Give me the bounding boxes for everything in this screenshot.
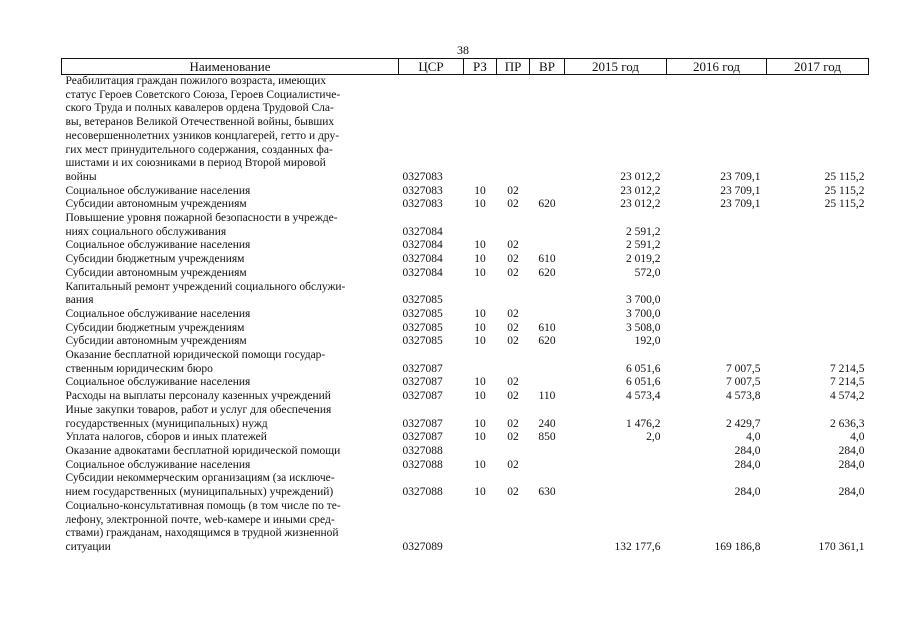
row-vr (530, 75, 565, 185)
row-2015: 23 012,2 (620, 184, 661, 197)
row-name: Субсидии некоммерческим организациям (за исключе- нием государственных (муниципальных) учреждений) (65, 472, 335, 499)
row-2017: 25 115,2 (824, 170, 865, 183)
row-rz: 10 (474, 198, 486, 211)
table-row (62, 322, 869, 336)
row-rz: 10 (474, 307, 486, 320)
row-2016: 4 573,8 (726, 390, 761, 403)
row-name: Социальное обслуживание населения (65, 184, 251, 197)
row-name: Иные закупки товаров, работ и услуг для обеспечения государственных (муниципальных) нужд (65, 403, 332, 430)
row-csr: 0327084 (402, 266, 443, 279)
row-name: Повышение уровня пожарной безопасности в учрежде- ниях социального обслуживания (65, 212, 338, 238)
row-pr (497, 75, 530, 185)
row-2017: 4 574,2 (830, 390, 865, 403)
row-2016: 4,0 (746, 431, 761, 444)
row-2017: 25 115,2 (824, 184, 865, 197)
row-csr: 0327087 (402, 431, 443, 444)
header-name: Наименование (62, 59, 399, 75)
row-name: Субсидии автономным учреждениям (65, 335, 247, 348)
row-2016: 23 709,1 (720, 198, 761, 211)
row-name: Субсидии бюджетным учреждениям (65, 253, 245, 266)
row-vr: 620 (538, 198, 556, 211)
row-pr: 02 (507, 431, 519, 444)
row-2017: 25 115,2 (824, 198, 865, 211)
row-vr: 850 (538, 431, 556, 444)
row-pr (497, 445, 530, 459)
row-name: Расходы на выплаты персоналу казенных учреждений (65, 390, 331, 403)
row-pr: 02 (507, 184, 519, 197)
row-pr (497, 500, 530, 555)
table-row (62, 281, 869, 308)
row-2017: 4,0 (850, 431, 865, 444)
row-pr: 02 (507, 486, 519, 499)
row-2017: 7 214,5 (830, 362, 865, 375)
table-row (62, 404, 869, 431)
row-2017: 284,0 (838, 444, 865, 457)
row-2016: 2 429,7 (726, 417, 761, 430)
header-2016: 2016 год (667, 59, 767, 75)
row-pr: 02 (507, 390, 519, 403)
row-rz: 10 (474, 335, 486, 348)
row-2015: 4 573,4 (626, 390, 661, 403)
row-2017: 284,0 (838, 458, 865, 471)
table-row (62, 75, 869, 185)
table-row (62, 459, 869, 473)
row-pr (497, 349, 530, 376)
row-2016: 7 007,5 (726, 376, 761, 389)
header-pr: ПР (497, 59, 530, 75)
row-pr: 02 (507, 198, 519, 211)
table-row (62, 267, 869, 281)
row-rz (464, 281, 497, 308)
row-csr: 0327085 (402, 307, 443, 320)
header-rz: РЗ (464, 59, 497, 75)
row-name: Субсидии бюджетным учреждениям (65, 321, 245, 334)
table-row (62, 335, 869, 349)
row-2017 (767, 253, 869, 267)
row-2015 (565, 445, 667, 459)
row-csr: 0327085 (402, 321, 443, 334)
row-2017: 170 361,1 (818, 540, 865, 553)
row-name: Субсидии автономным учреждениям (65, 198, 247, 211)
row-vr (530, 349, 565, 376)
row-2015: 2 019,2 (626, 253, 661, 266)
row-2017 (767, 308, 869, 322)
row-name: Социальное обслуживание населения (65, 458, 251, 471)
row-csr: 0327087 (402, 362, 443, 375)
row-rz: 10 (474, 417, 486, 430)
row-csr: 0327083 (402, 184, 443, 197)
table-row (62, 390, 869, 404)
row-pr: 02 (507, 307, 519, 320)
row-csr: 0327087 (402, 417, 443, 430)
row-csr: 0327087 (402, 376, 443, 389)
table-row (62, 431, 869, 445)
row-vr (530, 212, 565, 239)
row-2015: 6 051,6 (626, 362, 661, 375)
row-name: Социальное обслуживание населения (65, 239, 251, 252)
header-2017: 2017 год (767, 59, 869, 75)
row-2016 (667, 308, 767, 322)
row-rz: 10 (474, 239, 486, 252)
row-2017 (767, 281, 869, 308)
table-header (62, 59, 869, 75)
row-vr: 240 (538, 417, 556, 430)
row-csr: 0327084 (402, 225, 443, 238)
row-rz: 10 (474, 253, 486, 266)
header-2015: 2015 год (565, 59, 667, 75)
row-pr (497, 281, 530, 308)
row-2017 (767, 335, 869, 349)
row-name: Капитальный ремонт учреждений социального обслужи- вания (65, 280, 346, 307)
row-2015: 3 700,0 (626, 307, 661, 320)
row-csr: 0327088 (402, 444, 443, 457)
row-vr: 610 (538, 321, 556, 334)
row-pr (497, 212, 530, 239)
row-csr: 0327085 (402, 294, 443, 307)
row-csr: 0327083 (402, 170, 443, 183)
row-vr (530, 376, 565, 390)
row-2015: 2 591,2 (626, 225, 661, 238)
row-name: Субсидии автономным учреждениям (65, 266, 247, 279)
row-vr: 620 (538, 335, 556, 348)
row-2017 (767, 322, 869, 336)
row-csr: 0327085 (402, 335, 443, 348)
row-2015: 23 012,2 (620, 170, 661, 183)
row-2015: 132 177,6 (614, 540, 661, 553)
row-csr: 0327087 (402, 390, 443, 403)
row-2015: 1 476,2 (626, 417, 661, 430)
row-2016: 169 186,8 (714, 540, 761, 553)
table-row (62, 472, 869, 499)
row-rz (464, 349, 497, 376)
row-name: Оказание адвокатами бесплатной юридической помощи (65, 444, 341, 457)
row-2015: 3 508,0 (626, 321, 661, 334)
row-2015: 192,0 (634, 335, 661, 348)
row-name: Социальное обслуживание населения (65, 376, 251, 389)
row-pr: 02 (507, 458, 519, 471)
row-name: Оказание бесплатной юридической помощи государ- ственным юридическим бюро (65, 349, 326, 375)
row-rz: 10 (474, 321, 486, 334)
row-vr: 620 (538, 266, 556, 279)
row-2016 (667, 281, 767, 308)
row-2016: 284,0 (734, 486, 761, 499)
row-2017: 7 214,5 (830, 376, 865, 389)
row-vr (530, 185, 565, 199)
row-2016: 7 007,5 (726, 362, 761, 375)
table-row (62, 212, 869, 239)
table-row (62, 239, 869, 253)
row-name: Уплата налогов, сборов и иных платежей (65, 431, 267, 444)
row-2017 (767, 239, 869, 253)
row-vr (530, 445, 565, 459)
row-csr: 0327089 (402, 540, 443, 553)
table-row (62, 253, 869, 267)
row-vr: 610 (538, 253, 556, 266)
row-csr: 0327084 (402, 239, 443, 252)
row-2016: 23 709,1 (720, 184, 761, 197)
page-number: 38 (457, 43, 469, 57)
row-2016 (667, 253, 767, 267)
row-rz: 10 (474, 390, 486, 403)
row-pr: 02 (507, 417, 519, 430)
row-rz: 10 (474, 184, 486, 197)
row-vr (530, 500, 565, 555)
row-pr: 02 (507, 321, 519, 334)
row-2015: 572,0 (634, 266, 661, 279)
row-rz: 10 (474, 431, 486, 444)
row-vr: 630 (538, 486, 556, 499)
row-name: Социальное обслуживание населения (65, 307, 251, 320)
row-2015: 2 591,2 (626, 239, 661, 252)
row-name: Социально-консультативная помощь (в том числе по те- лефону, электронной почте, web-камере и иными сред- ствами) гражданам, находящимся в трудной жизненной ситуации (65, 499, 341, 553)
table-row (62, 308, 869, 322)
row-2016 (667, 335, 767, 349)
row-rz (464, 75, 497, 185)
row-csr: 0327088 (402, 458, 443, 471)
budget-table (61, 58, 869, 555)
row-2016: 23 709,1 (720, 170, 761, 183)
row-2015: 6 051,6 (626, 376, 661, 389)
row-2016 (667, 239, 767, 253)
row-name: Реабилитация граждан пожилого возраста, имеющих статус Героев Советского Союза, Героев Социалистиче- ского Труда и полных кавалеров ордена Трудовой Сла- вы, ветеранов Великой Отечественной войны, бывших несовершеннолетних узников концлагерей, гетто и дру- гих мест принудительного содержания, созданных фа- шистами и их союзниками в период Второй мировой войны (65, 75, 341, 183)
row-pr: 02 (507, 335, 519, 348)
row-csr: 0327088 (402, 486, 443, 499)
table-row (62, 500, 869, 555)
table-row (62, 376, 869, 390)
row-vr (530, 239, 565, 253)
row-rz: 10 (474, 486, 486, 499)
table-row (62, 445, 869, 459)
row-rz (464, 445, 497, 459)
header-csr: ЦСР (399, 59, 464, 75)
row-2017 (767, 267, 869, 281)
row-vr (530, 281, 565, 308)
row-csr: 0327083 (402, 198, 443, 211)
row-2016: 284,0 (734, 444, 761, 457)
row-2015: 23 012,2 (620, 198, 661, 211)
row-pr: 02 (507, 239, 519, 252)
row-rz (464, 500, 497, 555)
row-2016 (667, 267, 767, 281)
row-vr (530, 308, 565, 322)
row-rz: 10 (474, 458, 486, 471)
row-2017 (767, 212, 869, 239)
row-2016: 284,0 (734, 458, 761, 471)
row-2015 (565, 472, 667, 499)
row-2015: 3 700,0 (626, 294, 661, 307)
row-2015 (565, 459, 667, 473)
row-csr: 0327084 (402, 253, 443, 266)
row-vr: 110 (538, 390, 556, 403)
row-rz (464, 212, 497, 239)
row-rz: 10 (474, 266, 486, 279)
table-body (62, 75, 869, 555)
row-2016 (667, 212, 767, 239)
table-row (62, 185, 869, 199)
row-2017: 284,0 (838, 486, 865, 499)
row-pr: 02 (507, 253, 519, 266)
row-pr: 02 (507, 266, 519, 279)
table-row (62, 349, 869, 376)
row-pr: 02 (507, 376, 519, 389)
row-vr (530, 459, 565, 473)
row-2016 (667, 322, 767, 336)
table-row (62, 198, 869, 212)
header-vr: ВР (530, 59, 565, 75)
row-rz: 10 (474, 376, 486, 389)
row-2017: 2 636,3 (830, 417, 865, 430)
row-2015: 2,0 (646, 431, 661, 444)
